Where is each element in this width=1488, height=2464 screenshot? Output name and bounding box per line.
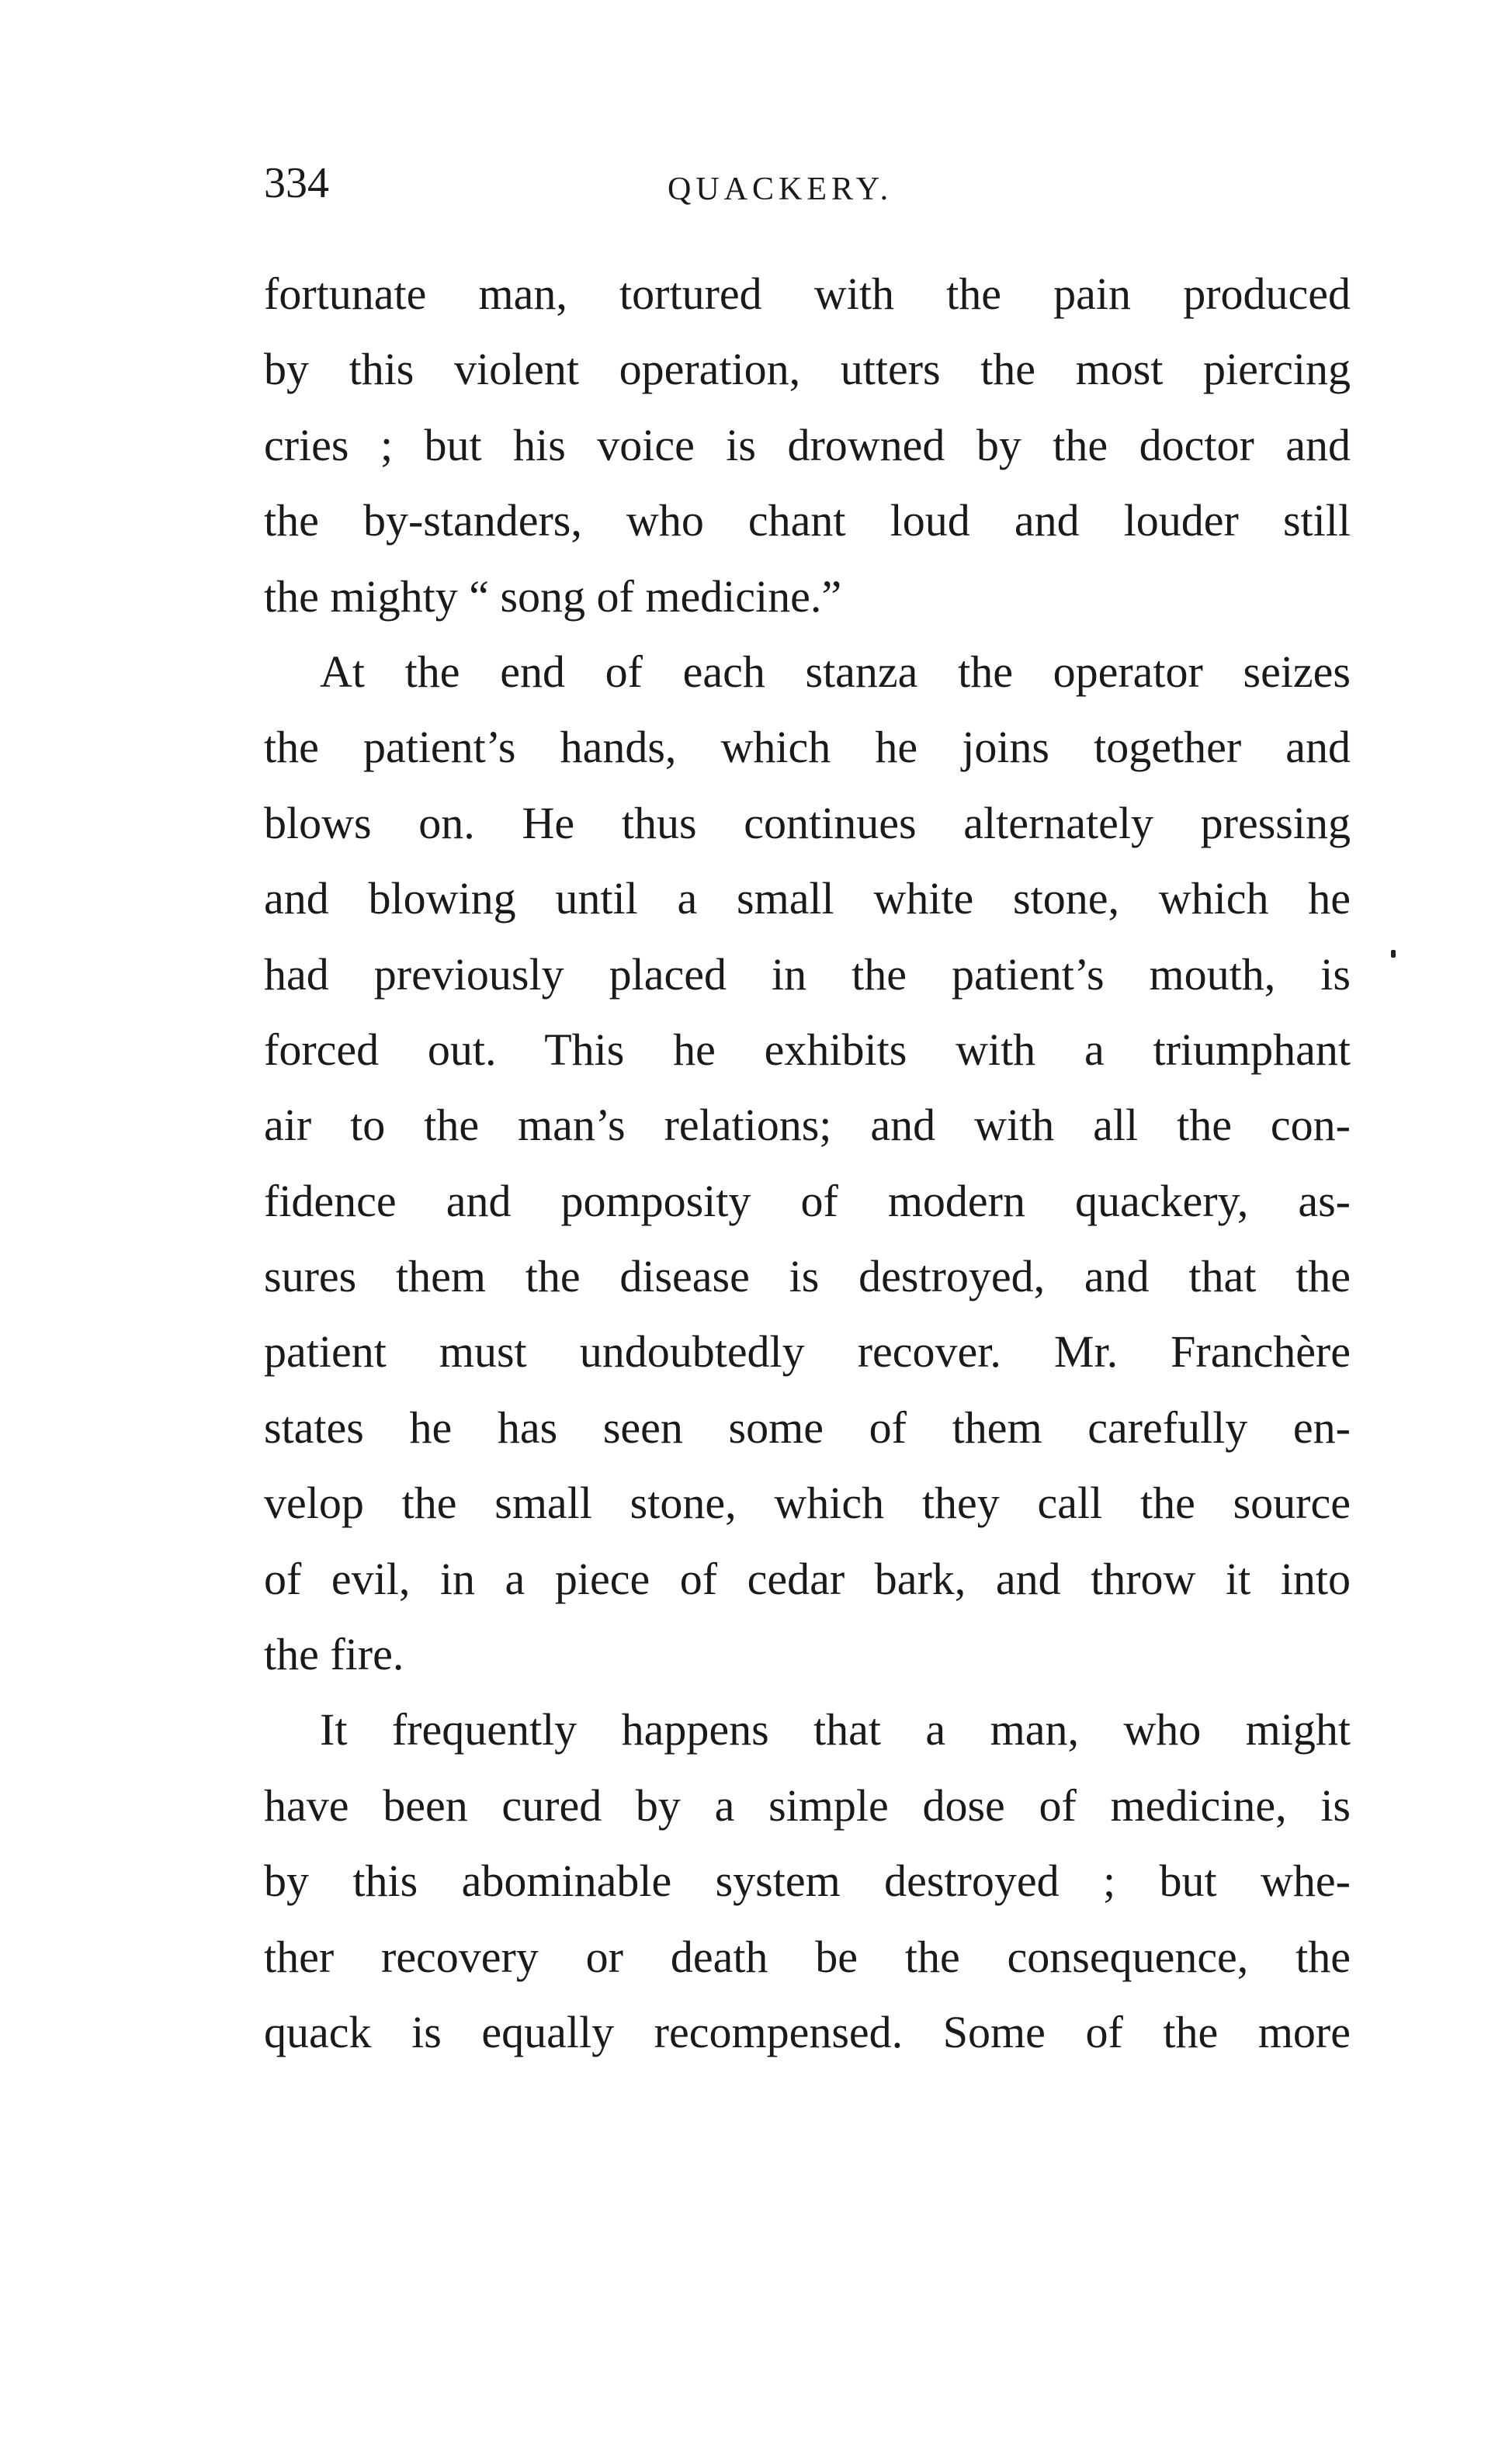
text-line: have been cured by a simple dose of medicine, is bbox=[264, 1780, 1351, 1831]
text-line: the by-standers, who chant loud and louder still bbox=[264, 495, 1351, 546]
text-line: air to the man’s relations; and with all the con- bbox=[264, 1100, 1351, 1151]
running-title: QUACKERY. bbox=[668, 172, 893, 207]
text-line: cries ; but his voice is drowned by the doctor and bbox=[264, 419, 1351, 470]
body-text bbox=[264, 256, 1351, 2070]
running-head bbox=[264, 152, 1351, 214]
text-line: the mighty “ song of medicine.” bbox=[264, 570, 842, 622]
text-line: fidence and pomposity of modern quackery, as- bbox=[264, 1175, 1351, 1226]
text-line: by this violent operation, utters the most piercing bbox=[264, 344, 1351, 395]
paragraph-start-line: It frequently happens that a man, who might bbox=[320, 1704, 1351, 1755]
text-line: and blowing until a small white stone, which he bbox=[264, 873, 1351, 924]
text-line: fortunate man, tortured with the pain produced bbox=[264, 269, 1351, 319]
text-line: sures them the disease is destroyed, and that the bbox=[264, 1251, 1351, 1302]
text-line: had previously placed in the patient’s mouth, is bbox=[264, 948, 1351, 1000]
text-line: the patient’s hands, which he joins together and bbox=[264, 722, 1351, 773]
text-line: velop the small stone, which they call the source bbox=[264, 1478, 1351, 1529]
text-line: forced out. This he exhibits with a triumphant bbox=[264, 1024, 1351, 1075]
paragraph-start-line: At the end of each stanza the operator seizes bbox=[320, 646, 1351, 697]
text-line: quack is equally recompensed. Some of the more bbox=[264, 2006, 1351, 2057]
text-line: the fire. bbox=[264, 1629, 404, 1680]
text-line: patient must undoubtedly recover. Mr. Franchère bbox=[264, 1326, 1351, 1378]
margin-ink-speck bbox=[1391, 950, 1396, 958]
text-line: states he has seen some of them carefully en- bbox=[264, 1402, 1351, 1453]
page-number: 334 bbox=[264, 159, 329, 207]
text-line: by this abominable system destroyed ; but whe- bbox=[264, 1856, 1351, 1907]
text-line: blows on. He thus continues alternately pressing bbox=[264, 797, 1351, 848]
text-line: of evil, in a piece of cedar bark, and throw it into bbox=[264, 1553, 1351, 1604]
text-line: ther recovery or death be the consequence, the bbox=[264, 1931, 1351, 1982]
